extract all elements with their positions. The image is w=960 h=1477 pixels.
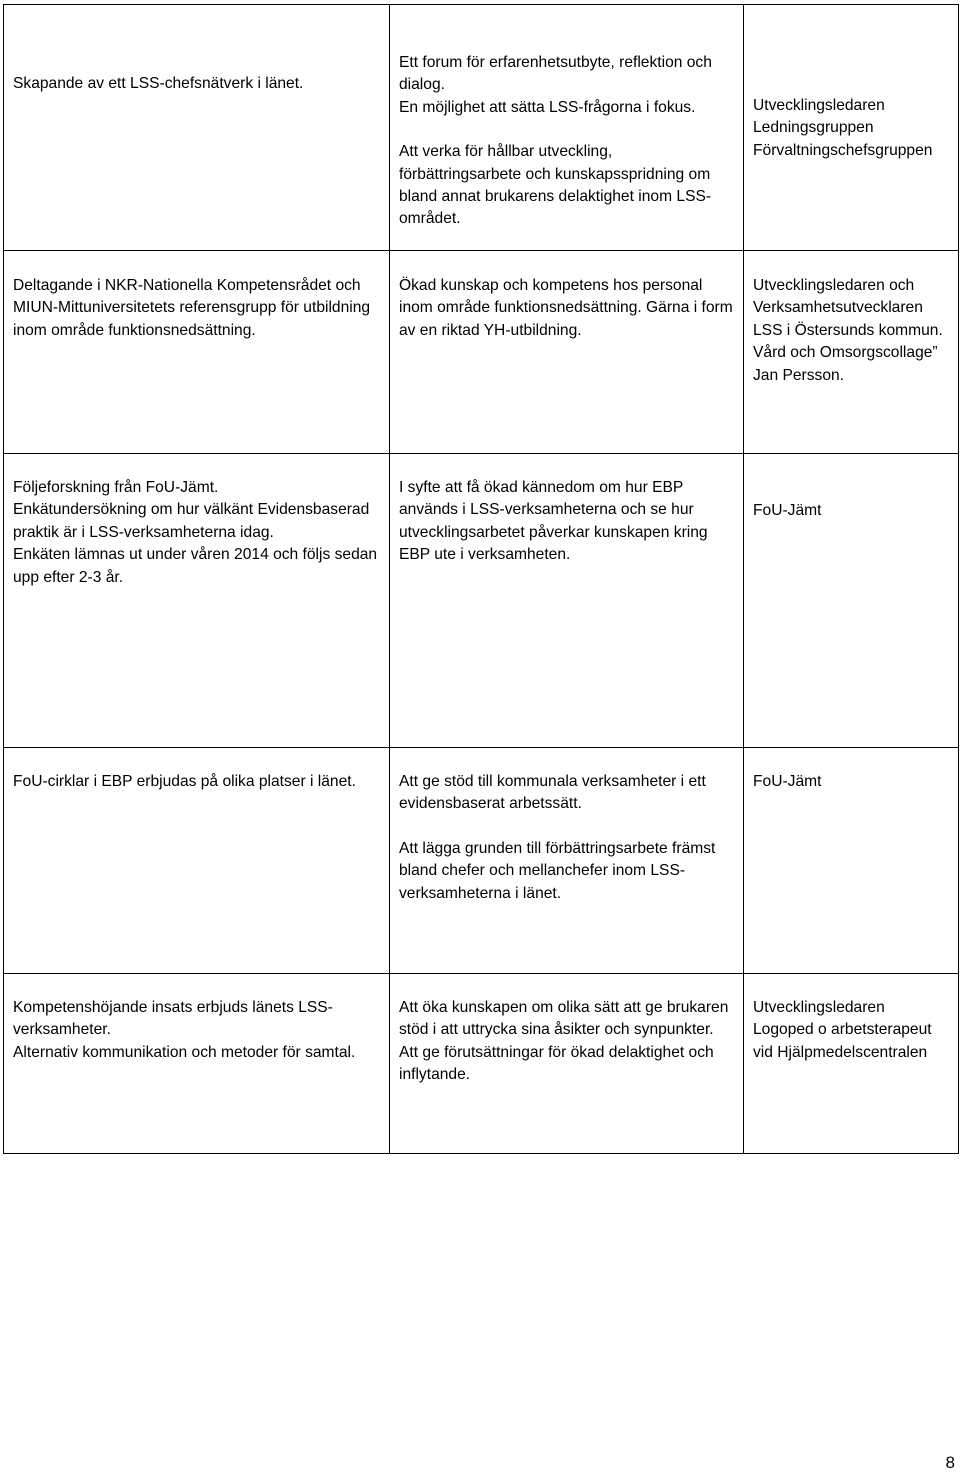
responsible-cell bbox=[744, 454, 959, 748]
responsible-text: FoU-Jämt bbox=[753, 502, 822, 519]
purpose-text: Att ge stöd till kommunala verksamheter i ett evidensbaserat arbetssätt. bbox=[399, 773, 706, 813]
responsible-text: Förvaltningschefsgruppen bbox=[753, 141, 933, 159]
responsible-cell bbox=[744, 5, 959, 251]
activity-text: FoU-cirklar i EBP erbjudas på olika platser i länet. bbox=[13, 773, 356, 790]
responsible-text: Logoped o arbetsterapeut vid Hjälpmedelscentralen bbox=[753, 1021, 932, 1061]
responsible-cell bbox=[744, 251, 959, 454]
table-row bbox=[4, 5, 959, 251]
activity-cell bbox=[4, 974, 390, 1154]
responsible-text: Vård och Omsorgscollage” Jan Persson. bbox=[753, 344, 938, 384]
paragraph-gap bbox=[399, 816, 734, 838]
responsible-text: Utvecklingsledaren och Verksamhetsutvecklaren LSS i Östersunds kommun. bbox=[753, 277, 943, 339]
page-number: 8 bbox=[945, 1453, 955, 1472]
purpose-cell bbox=[390, 454, 744, 748]
purpose-text: Att ge förutsättningar för ökad delaktighet och inflytande. bbox=[399, 1043, 714, 1084]
purpose-text: Att lägga grunden till förbättringsarbete främst bland chefer och mellanchefer inom LSS-verksamheterna i länet. bbox=[399, 839, 716, 902]
activity-cell bbox=[4, 251, 390, 454]
activity-text: Deltagande i NKR-Nationella Kompetensrådet och MIUN-Mittuniversitetets referensgrupp för utbildning inom område funktionsnedsättning. bbox=[13, 277, 371, 339]
activity-text: Skapande av ett LSS-chefsnätverk i länet. bbox=[13, 75, 304, 92]
table-row bbox=[4, 748, 959, 974]
purpose-text: Att öka kunskapen om olika sätt att ge brukaren stöd i att uttrycka sina åsikter och synpunkter. bbox=[399, 999, 729, 1039]
responsible-text: Utvecklingsledaren bbox=[753, 999, 885, 1016]
responsible-cell bbox=[744, 974, 959, 1154]
activity-table bbox=[3, 4, 959, 1154]
responsible-cell bbox=[744, 748, 959, 974]
purpose-cell bbox=[390, 748, 744, 974]
purpose-text: Ett forum för erfarenhetsutbyte, reflektion och dialog. bbox=[399, 54, 712, 94]
activity-text: Kompetenshöjande insats erbjuds länets LSS-verksamheter. bbox=[13, 999, 333, 1039]
table-row bbox=[4, 454, 959, 748]
table-row bbox=[4, 251, 959, 454]
activity-text: Enkäten lämnas ut under våren 2014 och följs sedan upp efter 2-3 år. bbox=[13, 546, 378, 586]
purpose-cell bbox=[390, 5, 744, 251]
purpose-cell bbox=[390, 974, 744, 1154]
responsible-text: Utvecklingsledaren bbox=[753, 97, 885, 114]
responsible-text: FoU-Jämt bbox=[753, 773, 822, 790]
purpose-text: I syfte att få ökad kännedom om hur EBP används i LSS-verksamheterna och se hur utvecklingsarbetet påverkar kunskapen kring EBP ute i verksamheten. bbox=[399, 479, 708, 564]
purpose-cell bbox=[390, 251, 744, 454]
purpose-text: Ökad kunskap och kompetens hos personal inom område funktionsnedsättning. Gärna i form av en riktad YH-utbildning. bbox=[399, 277, 733, 339]
activity-text: Enkätundersökning om hur välkänt Evidensbaserad praktik är i LSS-verksamheterna idag. bbox=[13, 501, 370, 541]
activity-cell bbox=[4, 748, 390, 974]
table-row bbox=[4, 974, 959, 1154]
activity-cell bbox=[4, 454, 390, 748]
paragraph-gap bbox=[399, 119, 734, 141]
activity-cell bbox=[4, 5, 390, 251]
purpose-text: En möjlighet att sätta LSS-frågorna i fokus. bbox=[399, 98, 696, 116]
responsible-text: Ledningsgruppen bbox=[753, 119, 874, 137]
activity-text: Följeforskning från FoU-Jämt. bbox=[13, 479, 219, 496]
purpose-text: Att verka för hållbar utveckling, förbättringsarbete och kunskapsspridning om bland annat brukarens delaktighet inom LSS- området. bbox=[399, 143, 712, 228]
activity-text: Alternativ kommunikation och metoder för samtal. bbox=[13, 1043, 356, 1061]
